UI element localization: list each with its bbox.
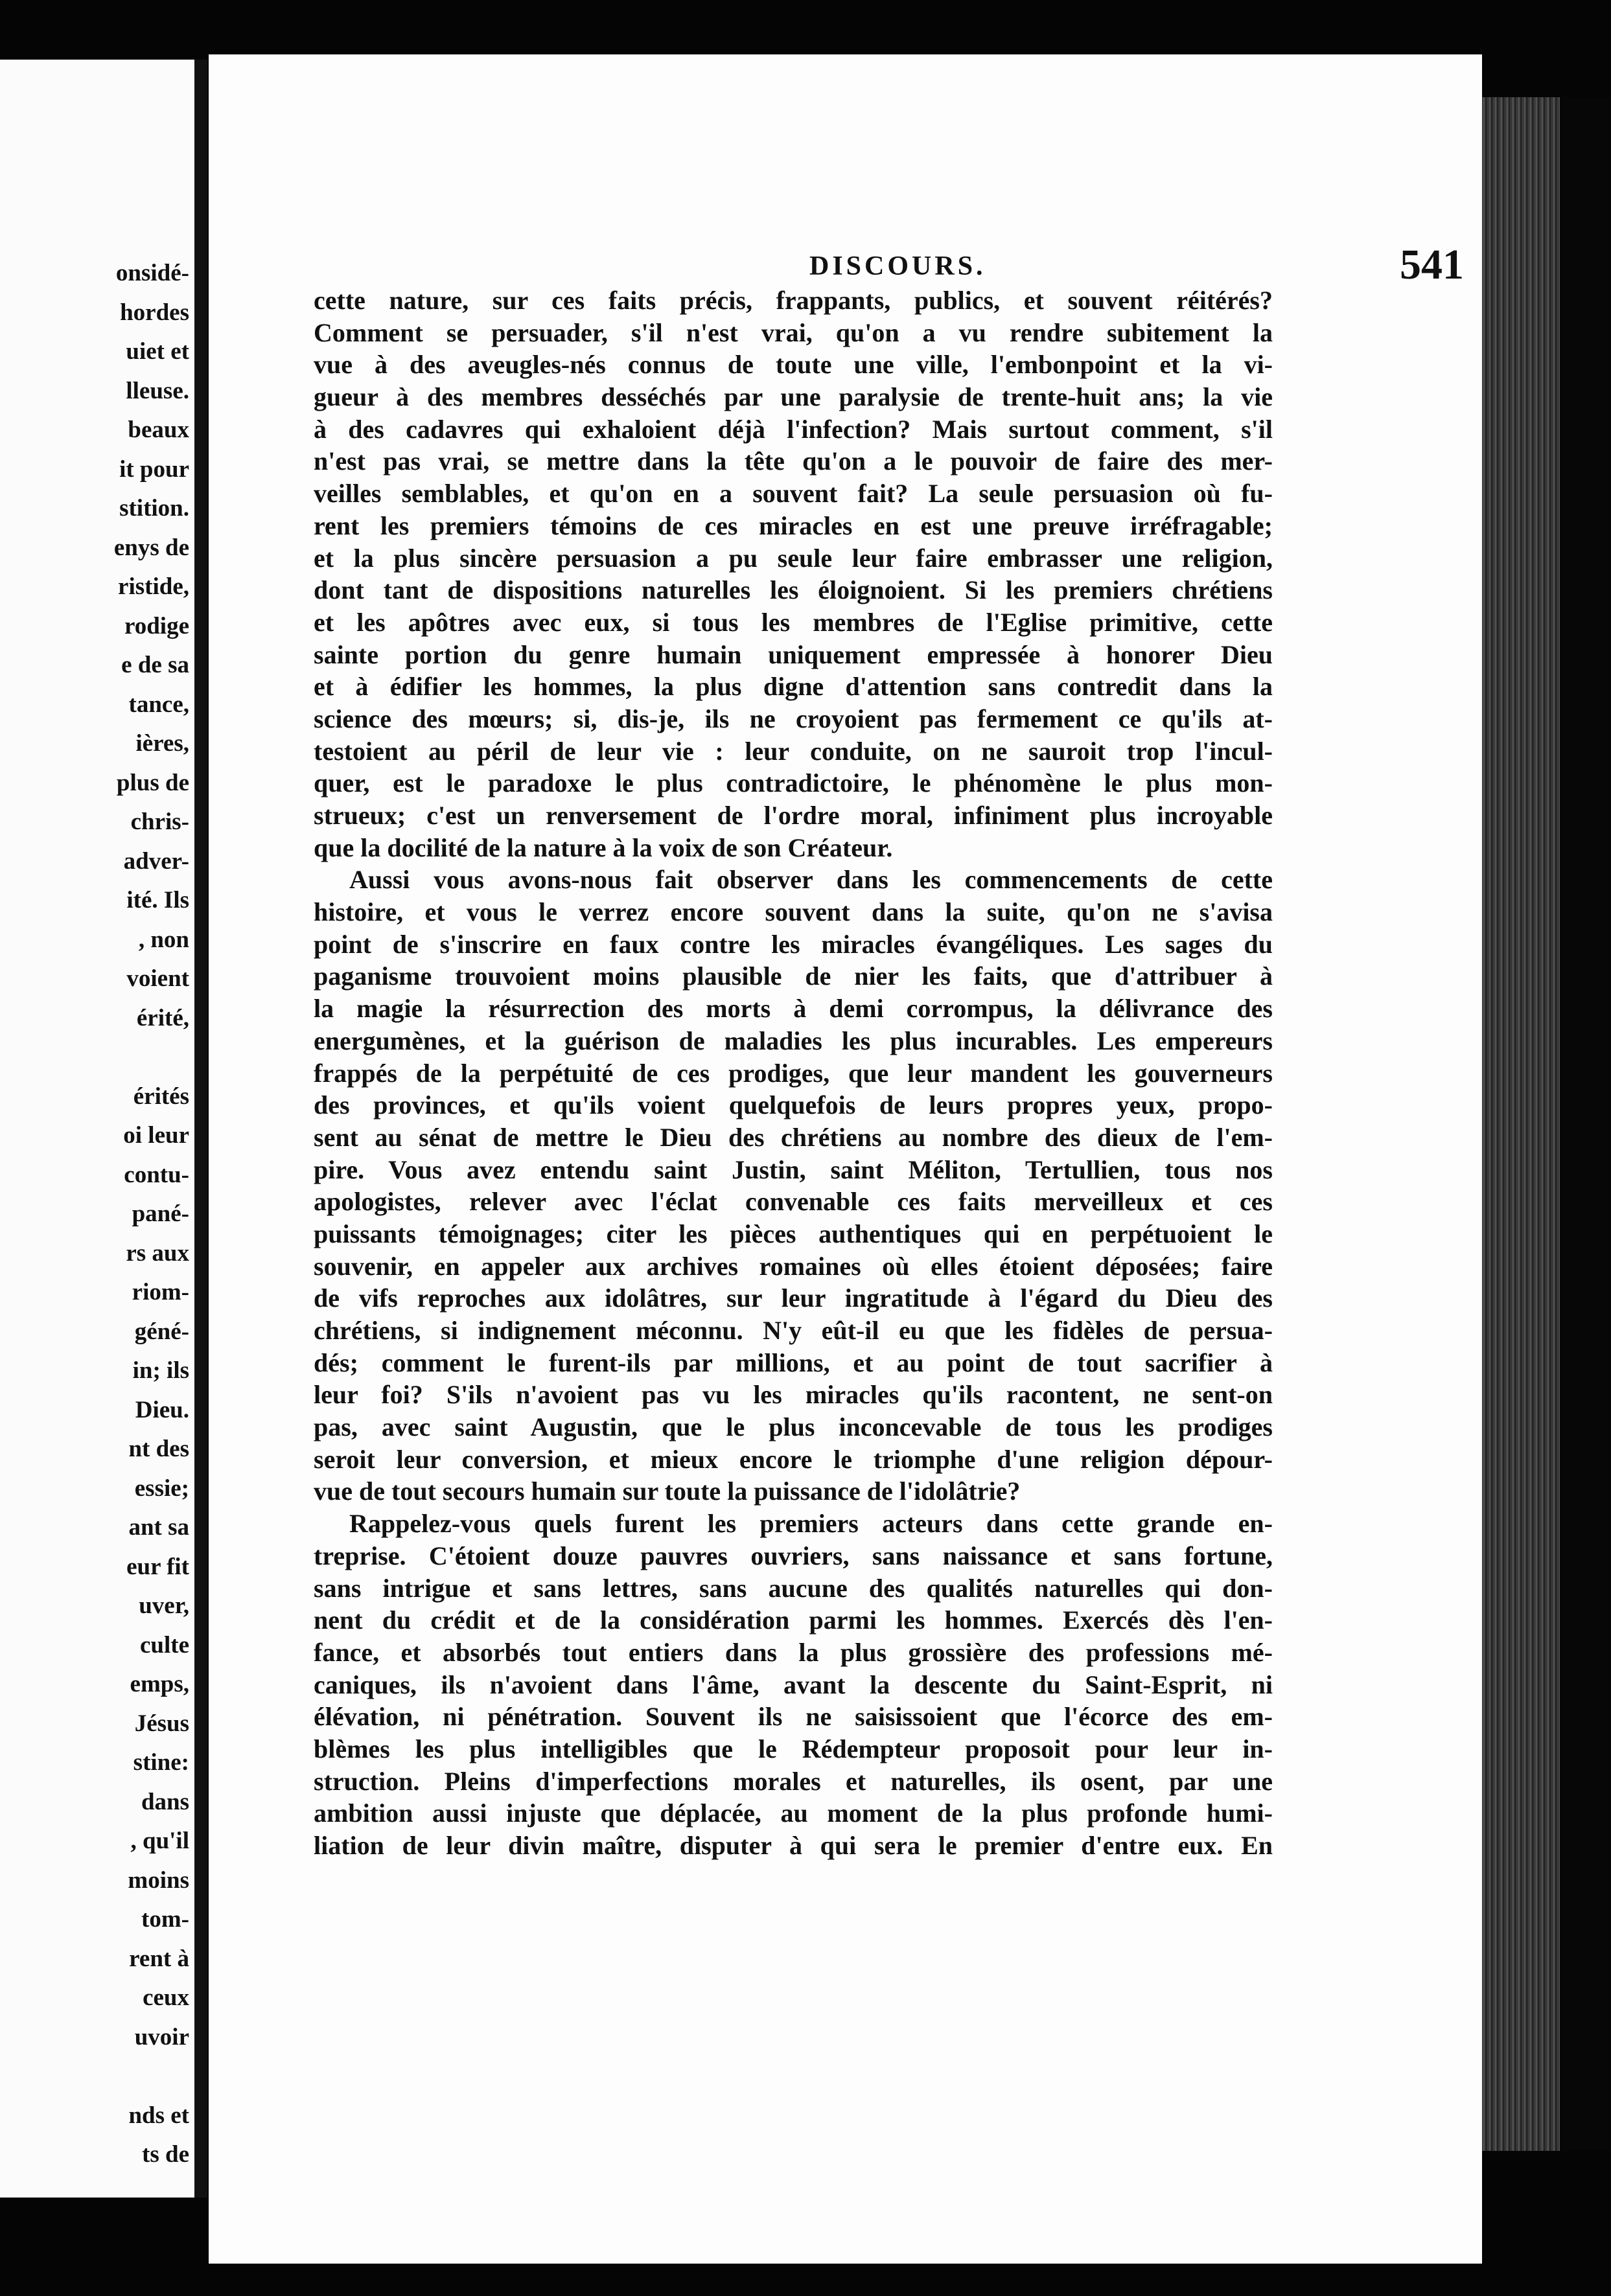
facing-page-line: tom- xyxy=(141,1906,189,1933)
facing-page-line: moins xyxy=(128,1866,189,1894)
facing-page-line: uiet et xyxy=(126,338,189,365)
page xyxy=(209,54,1482,2264)
text-line: Comment se persuader, s'il n'est vrai, qu'on a vu rendre subitement la xyxy=(314,317,1273,347)
facing-page-line: ières, xyxy=(135,730,189,757)
text-line: des provinces, et qu'ils voient quelquefois de leurs propres yeux, propo- xyxy=(314,1090,1273,1120)
text-line: souvenir, en appeler aux archives romaines où elles étoient déposées; faire xyxy=(314,1251,1273,1281)
facing-page-line: lleuse. xyxy=(126,377,189,404)
facing-page-line: plus de xyxy=(116,769,189,796)
facing-page-line: Jésus xyxy=(134,1710,189,1737)
facing-page-line: onsidé- xyxy=(115,260,189,286)
facing-page-line: ité. Ils xyxy=(126,887,189,913)
facing-page-line: stition. xyxy=(119,495,189,522)
text-line: Rappelez-vous quels furent les premiers acteurs dans cette grande en- xyxy=(349,1509,1273,1539)
facing-page-line: rent à xyxy=(129,1945,189,1972)
text-line: ambition aussi injuste que déplacée, au moment de la plus profonde humi- xyxy=(314,1798,1273,1828)
text-line: leur foi? S'ils n'avoient pas vu les miracles qu'ils racontent, ne sent-on xyxy=(314,1380,1273,1410)
text-line: paganisme trouvoient moins plausible de nier les faits, que d'attribuer à xyxy=(314,961,1273,991)
facing-page-line: uver, xyxy=(139,1592,189,1619)
text-line: dés; comment le furent-ils par millions, et au point de tout sacrifier à xyxy=(314,1348,1273,1377)
text-line: vue à des aveugles-nés connus de toute une ville, l'embonpoint et la vi- xyxy=(314,350,1273,380)
facing-page-line: enys de xyxy=(113,534,189,561)
text-line: struction. Pleins d'imperfections morales et naturelles, ils osent, par une xyxy=(314,1766,1273,1796)
text-line: seroit leur conversion, et mieux encore le triomphe d'une religion dépour- xyxy=(314,1444,1273,1474)
page-number: 541 xyxy=(1400,241,1464,288)
facing-page-line: contu- xyxy=(124,1161,189,1188)
facing-page-line: voient xyxy=(126,965,189,992)
body-text xyxy=(314,284,1273,1862)
facing-page-line: , non xyxy=(138,926,189,953)
text-line: cette nature, sur ces faits précis, frappants, publics, et souvent réitérés? xyxy=(314,286,1273,315)
text-line: sent au sénat de mettre le Dieu des chrétiens au nombre des dieux de l'em- xyxy=(314,1122,1273,1152)
text-line: quer, est le paradoxe le plus contradictoire, le phénomène le plus mon- xyxy=(314,768,1273,798)
text-line: de vifs reproches aux idolâtres, sur leur ingratitude à l'égard du Dieu des xyxy=(314,1283,1273,1313)
text-line: energumènes, et la guérison de maladies les plus incurables. Les empereurs xyxy=(314,1026,1273,1055)
text-line: frappés de la perpétuité de ces prodiges, que leur mandent les gouverneurs xyxy=(314,1058,1273,1088)
text-line: strueux; c'est un renversement de l'ordre moral, infiniment plus incroyable xyxy=(314,801,1273,830)
text-line: testoient au péril de leur vie : leur conduite, on ne sauroit trop l'incul- xyxy=(314,736,1273,766)
facing-page-text xyxy=(114,254,189,2175)
facing-page-line: hordes xyxy=(120,299,189,326)
facing-page-fragment xyxy=(0,60,194,2198)
text-line: point de s'inscrire en faux contre les miracles évangéliques. Les sages du xyxy=(314,929,1273,959)
text-line: et la plus sincère persuasion a pu seule leur faire embrasser une religion, xyxy=(314,543,1273,573)
facing-page-line: Dieu. xyxy=(135,1396,189,1423)
text-line: pas, avec saint Augustin, que le plus inconcevable de tous les prodiges xyxy=(314,1412,1273,1442)
text-line: et les apôtres avec eux, si tous les membres de l'Eglise primitive, cette xyxy=(314,607,1273,637)
text-line: veilles semblables, et qu'on en a souvent fait? La seule persuasion où fu- xyxy=(314,479,1273,509)
text-line: élévation, ni pénétration. Souvent ils ne saisissoient que l'écorce des em- xyxy=(314,1702,1273,1732)
book-fore-edge xyxy=(1482,97,1560,2151)
facing-page-line: eur fit xyxy=(126,1553,189,1580)
text-line: caniques, ils n'avoient dans l'âme, avant la descente du Saint-Esprit, ni xyxy=(314,1670,1273,1699)
text-line: rent les premiers témoins de ces miracles en est une preuve irréfragable; xyxy=(314,511,1273,540)
text-line: nent du crédit et de la considération parmi les hommes. Exercés dès l'en- xyxy=(314,1605,1273,1635)
facing-page-line: it pour xyxy=(119,455,189,483)
facing-page-line: érité, xyxy=(136,1004,189,1031)
text-line: science des mœurs; si, dis-je, ils ne croyoient pas fermement ce qu'ils at- xyxy=(314,704,1273,733)
facing-page-line: , qu'il xyxy=(130,1828,189,1854)
text-line: histoire, et vous le verrez encore souvent dans la suite, qu'on ne s'avisa xyxy=(314,897,1273,927)
scan-border xyxy=(1560,97,1611,2151)
text-line: pire. Vous avez entendu saint Justin, saint Méliton, Tertullien, tous nos xyxy=(314,1154,1273,1184)
text-line: et à édifier les hommes, la plus digne d'attention sans contredit dans la xyxy=(314,672,1273,702)
facing-page-line: emps, xyxy=(130,1671,189,1697)
facing-page-line: tance, xyxy=(128,691,189,718)
text-line: sainte portion du genre humain uniquement empressée à honorer Dieu xyxy=(314,639,1273,669)
facing-page-line: culte xyxy=(139,1631,189,1659)
facing-page-line: dans xyxy=(141,1788,189,1815)
text-line: que la docilité de la nature à la voix de son Créateur. xyxy=(314,832,893,862)
facing-page-line: ant sa xyxy=(128,1514,189,1541)
running-head: DISCOURS. xyxy=(809,251,986,281)
facing-page-line: ts de xyxy=(142,2141,189,2168)
facing-page-line: pané- xyxy=(132,1200,189,1227)
facing-page-line: chris- xyxy=(130,809,189,835)
facing-page-line: ristide, xyxy=(118,573,189,600)
facing-page-line: stine: xyxy=(133,1749,189,1776)
text-line: liation de leur divin maître, disputer à qui sera le premier d'entre eux. En xyxy=(314,1831,1273,1860)
text-line: sans intrigue et sans lettres, sans aucune des qualités naturelles qui don- xyxy=(314,1573,1273,1603)
text-line: fance, et absorbés tout entiers dans la plus grossière des professions mé- xyxy=(314,1637,1273,1667)
text-line: dont tant de dispositions naturelles les éloignoient. Si les premiers chrétiens xyxy=(314,575,1273,605)
facing-page-line: nds et xyxy=(128,2102,189,2129)
facing-page-line: adver- xyxy=(123,847,189,875)
facing-page-line: érités xyxy=(133,1083,189,1110)
text-line: chrétiens, si indignement méconnu. N'y eût-il eu que les fidèles de persua- xyxy=(314,1316,1273,1345)
text-line: Aussi vous avons-nous fait observer dans les commencements de cette xyxy=(349,865,1273,895)
text-line: gueur à des membres desséchés par une paralysie de trente-huit ans; la vie xyxy=(314,382,1273,412)
text-line: n'est pas vrai, se mettre dans la tête qu'on a le pouvoir de faire des mer- xyxy=(314,446,1273,476)
facing-page-line: rs aux xyxy=(126,1239,189,1267)
facing-page-line xyxy=(114,2057,189,2096)
facing-page-line: beaux xyxy=(128,417,189,443)
facing-page-line: nt des xyxy=(128,1436,189,1462)
text-line: à des cadavres qui exhaloient déjà l'infection? Mais surtout comment, s'il xyxy=(314,414,1273,444)
facing-page-line: essie; xyxy=(134,1475,189,1502)
text-line: vue de tout secours humain sur toute la puissance de l'idolâtrie? xyxy=(314,1476,1021,1506)
facing-page-line: e de sa xyxy=(121,652,189,678)
text-line: apologistes, relever avec l'éclat convenable ces faits merveilleux et ces xyxy=(314,1187,1273,1217)
facing-page-line: uvoir xyxy=(134,2023,189,2050)
facing-page-line: in; ils xyxy=(132,1357,189,1384)
facing-page-line: oi leur xyxy=(123,1122,189,1149)
facing-page-line: géné- xyxy=(134,1318,189,1345)
facing-page-line xyxy=(114,1038,189,1077)
facing-page-line: riom- xyxy=(132,1279,189,1305)
facing-page-line: rodige xyxy=(124,612,189,639)
text-line: treprise. C'étoient douze pauvres ouvriers, sans naissance et sans fortune, xyxy=(314,1541,1273,1570)
text-line: puissants témoignages; citer les pièces authentiques qui en perpétuoient le xyxy=(314,1219,1273,1248)
facing-page-line: ceux xyxy=(143,1984,189,2011)
text-line: blèmes les plus intelligibles que le Rédempteur proposoit pour leur in- xyxy=(314,1734,1273,1763)
text-line: la magie la résurrection des morts à demi corrompus, la délivrance des xyxy=(314,994,1273,1024)
book-gutter xyxy=(194,60,207,2198)
